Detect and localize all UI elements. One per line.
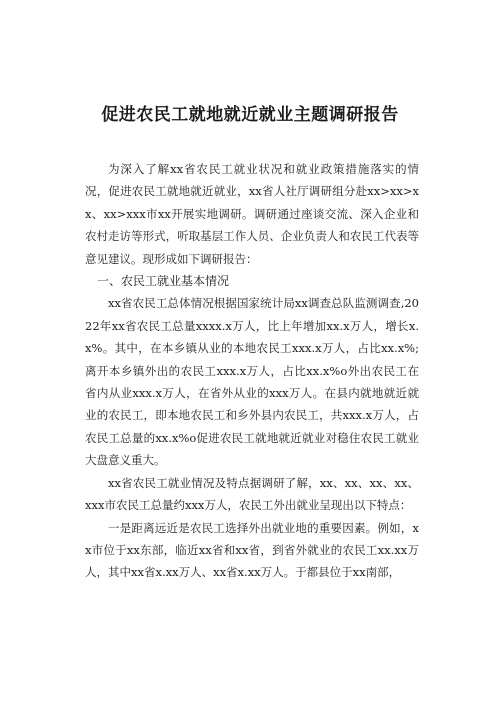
- body-paragraph: xx省农民工总体情况根据国家统计局xx调查总队监测调查,2022年xx省农民工总量xxxx.x万人，比上年增加xx.x万人，增长x.x%。其中，在本乡镇从业的本地农民工xxx.x万人，占比xx.x%;离开本乡镇外出的农民工xxx.x万人，占比xx.x%o外出农民工在省内从业xxx.x万人，在省外从业的xxx万人。在县内就地就近就业的农民工，即本地农民工和乡外县内农民工，共xxx.x万人，占农民工总量的xx.x%o促进农民工就地就近就业对稳住农民工就业大盘意义重大。: [85, 296, 419, 468]
- document-body: [85, 158, 419, 584]
- body-paragraph: xx省农民工就业情况及特点据调研了解，xx、xx、xx、xx、xxx市农民工总量约xxx万人，农民工外出就业呈现出以下特点：: [85, 475, 419, 513]
- body-paragraph: 一是距离远近是农民工选择外出就业地的重要因素。例如，xx市位于xx东部，临近xx省和xx省，到省外就业的农民工xx.xx万人，其中xx省x.xx万人、xx省x.xx万人。于都县位于xx南部，: [85, 520, 419, 580]
- document-title: 促进农民工就地就近就业主题调研报告: [101, 105, 399, 125]
- section-heading: 一、农民工就业基本情况: [97, 274, 230, 289]
- intro-paragraph: 为深入了解xx省农民工就业状况和就业政策措施落实的情况，促进农民工就地就近就业，xx省人社厅调研组分赴xx>xx>xx、xx>xxx市xx开展实地调研。调研通过座谈交流、深入企业和农村走访等形式，听取基层工作人员、企业负责人和农民工代表等意见建议。现形成如下调研报告：: [85, 162, 419, 266]
